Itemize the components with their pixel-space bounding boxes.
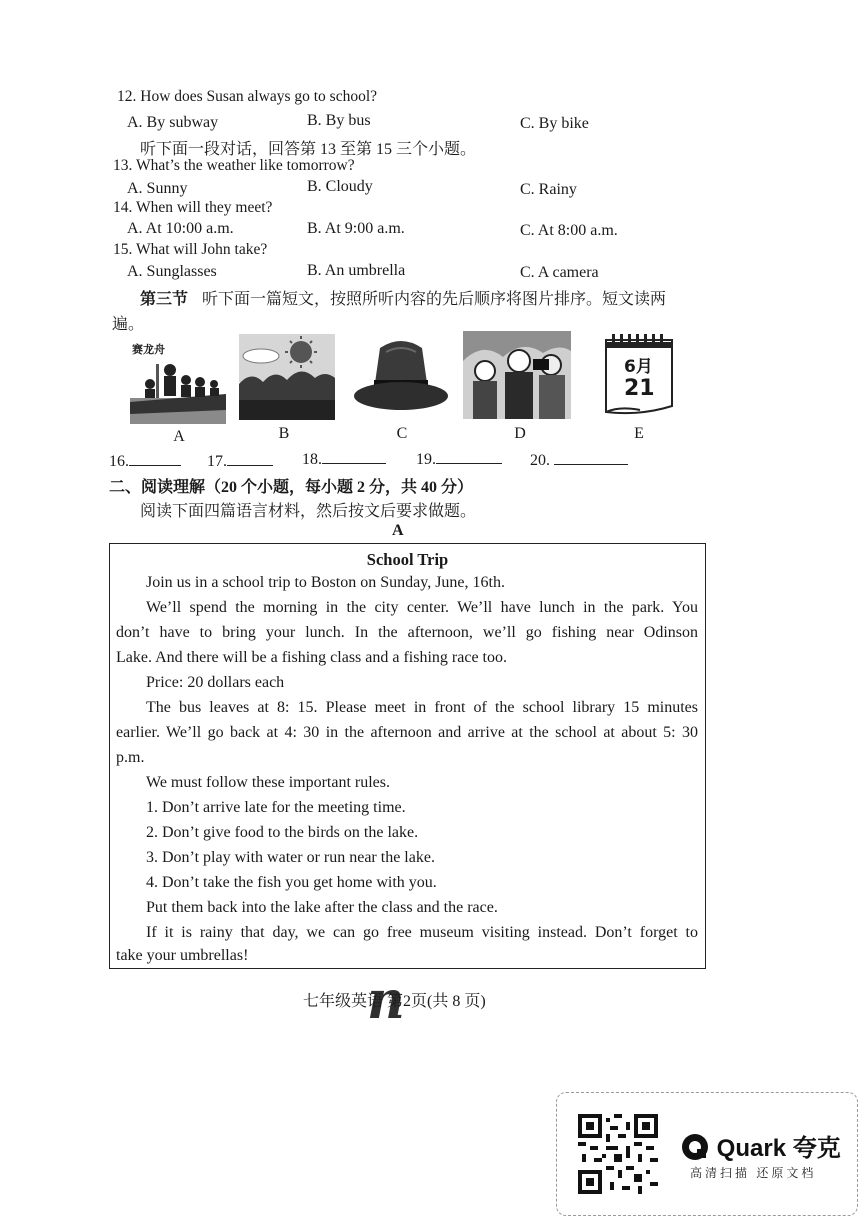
question-14-option-c: C. At 8:00 a.m. [520,222,618,239]
answer-16-blank[interactable] [129,451,181,466]
picture-a-dragon-boat [130,340,226,424]
passage-line: Price: 20 dollars each [146,674,285,691]
question-15-option-b: B. An umbrella [307,262,406,279]
answer-20-number: 20. [530,452,550,469]
question-12-stem: 12. How does Susan always go to school? [117,88,378,105]
answer-19[interactable] [416,449,502,469]
question-12-option-b: B. By bus [307,112,371,129]
section3-text: 听下面一篇短文，按照所听内容的先后顺序将图片排序。短文读两 [202,291,667,308]
question-14-option-b: B. At 9:00 a.m. [307,220,405,237]
question-12-option-a: A. By subway [127,114,219,131]
answer-16[interactable] [109,451,181,471]
passage-line: If it is rainy that day, we can go free museum visiting instead. Don’t forget to [146,924,698,941]
picture-label-a: A [173,428,185,445]
quark-logo-icon [680,1132,710,1162]
picture-c-hat [352,332,450,420]
part2-instruction: 阅读下面四篇语言材料，然后按文后要求做题。 [140,503,477,520]
question-15-option-a: A. Sunglasses [127,263,217,280]
question-13-option-b: B. Cloudy [307,178,373,195]
passage-letter: A [392,522,404,539]
page-footer: 七年级英语 第2页(共 8 页) [303,993,486,1010]
passage-line: take your umbrellas! [116,947,249,964]
question-13-option-c: C. Rainy [520,181,577,198]
passage-line: earlier. We’ll go back at 4: 30 in the afternoon and arrive at the school at about 5: 30 [116,724,698,741]
quark-brand [680,1128,841,1163]
picture-label-c: C [396,425,408,442]
answer-19-blank[interactable] [436,449,502,464]
picture-b-sunny-landscape [239,334,335,420]
calendar-day: 21 [624,376,655,401]
answer-17-blank[interactable] [227,451,273,466]
passage-line: p.m. [116,749,145,766]
passage-line: 2. Don’t give food to the birds on the lake. [146,824,419,841]
section3-instruction [140,286,666,309]
passage-title: School Trip [366,550,449,569]
passage-line: don’t have to bring your lunch. In the afternoon, we’ll go fishing near Odinson [116,624,698,641]
question-14-stem: 14. When will they meet? [113,199,273,216]
picture-d-people-camera [463,331,571,419]
picture-e-calendar [600,332,678,418]
picture-a-caption: 赛龙舟 [132,343,165,356]
answer-20[interactable] [530,450,628,470]
answer-18-blank[interactable] [322,449,386,464]
quark-tagline: 高清扫描 还原文档 [690,1166,817,1180]
picture-label-d: D [514,425,526,442]
question-15-stem: 15. What will John take? [113,241,268,258]
section3-text-cont: 遍。 [112,316,145,333]
section3-label: 第三节 [140,291,189,308]
passage-line: 4. Don’t take the fish you get home with you. [146,874,437,891]
passage-line: Join us in a school trip to Boston on Sunday, June, 16th. [146,574,505,591]
calendar-month: 6月 [624,357,653,377]
question-13-option-a: A. Sunny [127,180,188,197]
answer-16-number: 16. [109,453,129,470]
passage-box [109,543,706,969]
answer-19-number: 19. [416,451,436,468]
dialog-instruction: 听下面一段对话，回答第 13 至第 15 三个小题。 [140,141,477,158]
passage-line: 1. Don’t arrive late for the meeting time. [146,799,406,816]
answer-17-number: 17. [207,453,227,470]
footer-handwritten-mark: n [367,970,405,1031]
question-12-option-c: C. By bike [520,115,589,132]
picture-label-e: E [634,425,644,442]
passage-line: The bus leaves at 8: 15. Please meet in front of the school library 15 minutes [146,699,698,716]
question-15-option-c: C. A camera [520,264,599,281]
qr-code[interactable] [578,1114,658,1194]
answer-18[interactable] [302,449,386,469]
passage-line: 3. Don’t play with water or run near the lake. [146,849,435,866]
passage-line: Put them back into the lake after the class and the race. [146,899,498,916]
part2-heading: 二、阅读理解（20 个小题，每小题 2 分，共 40 分） [109,479,474,496]
answer-18-number: 18. [302,451,322,468]
answer-20-blank[interactable] [554,450,628,465]
passage-line: We’ll spend the morning in the city center. We’ll have lunch in the park. You [146,599,698,616]
answer-17[interactable] [207,451,273,471]
question-14-option-a: A. At 10:00 a.m. [127,220,234,237]
question-13-stem: 13. What’s the weather like tomorrow? [113,157,355,174]
passage-line: We must follow these important rules. [146,774,390,791]
quark-brand-text: Quark 夸克 [716,1135,841,1162]
passage-line: Lake. And there will be a fishing class and a fishing race too. [116,649,507,666]
picture-label-b: B [278,425,290,442]
